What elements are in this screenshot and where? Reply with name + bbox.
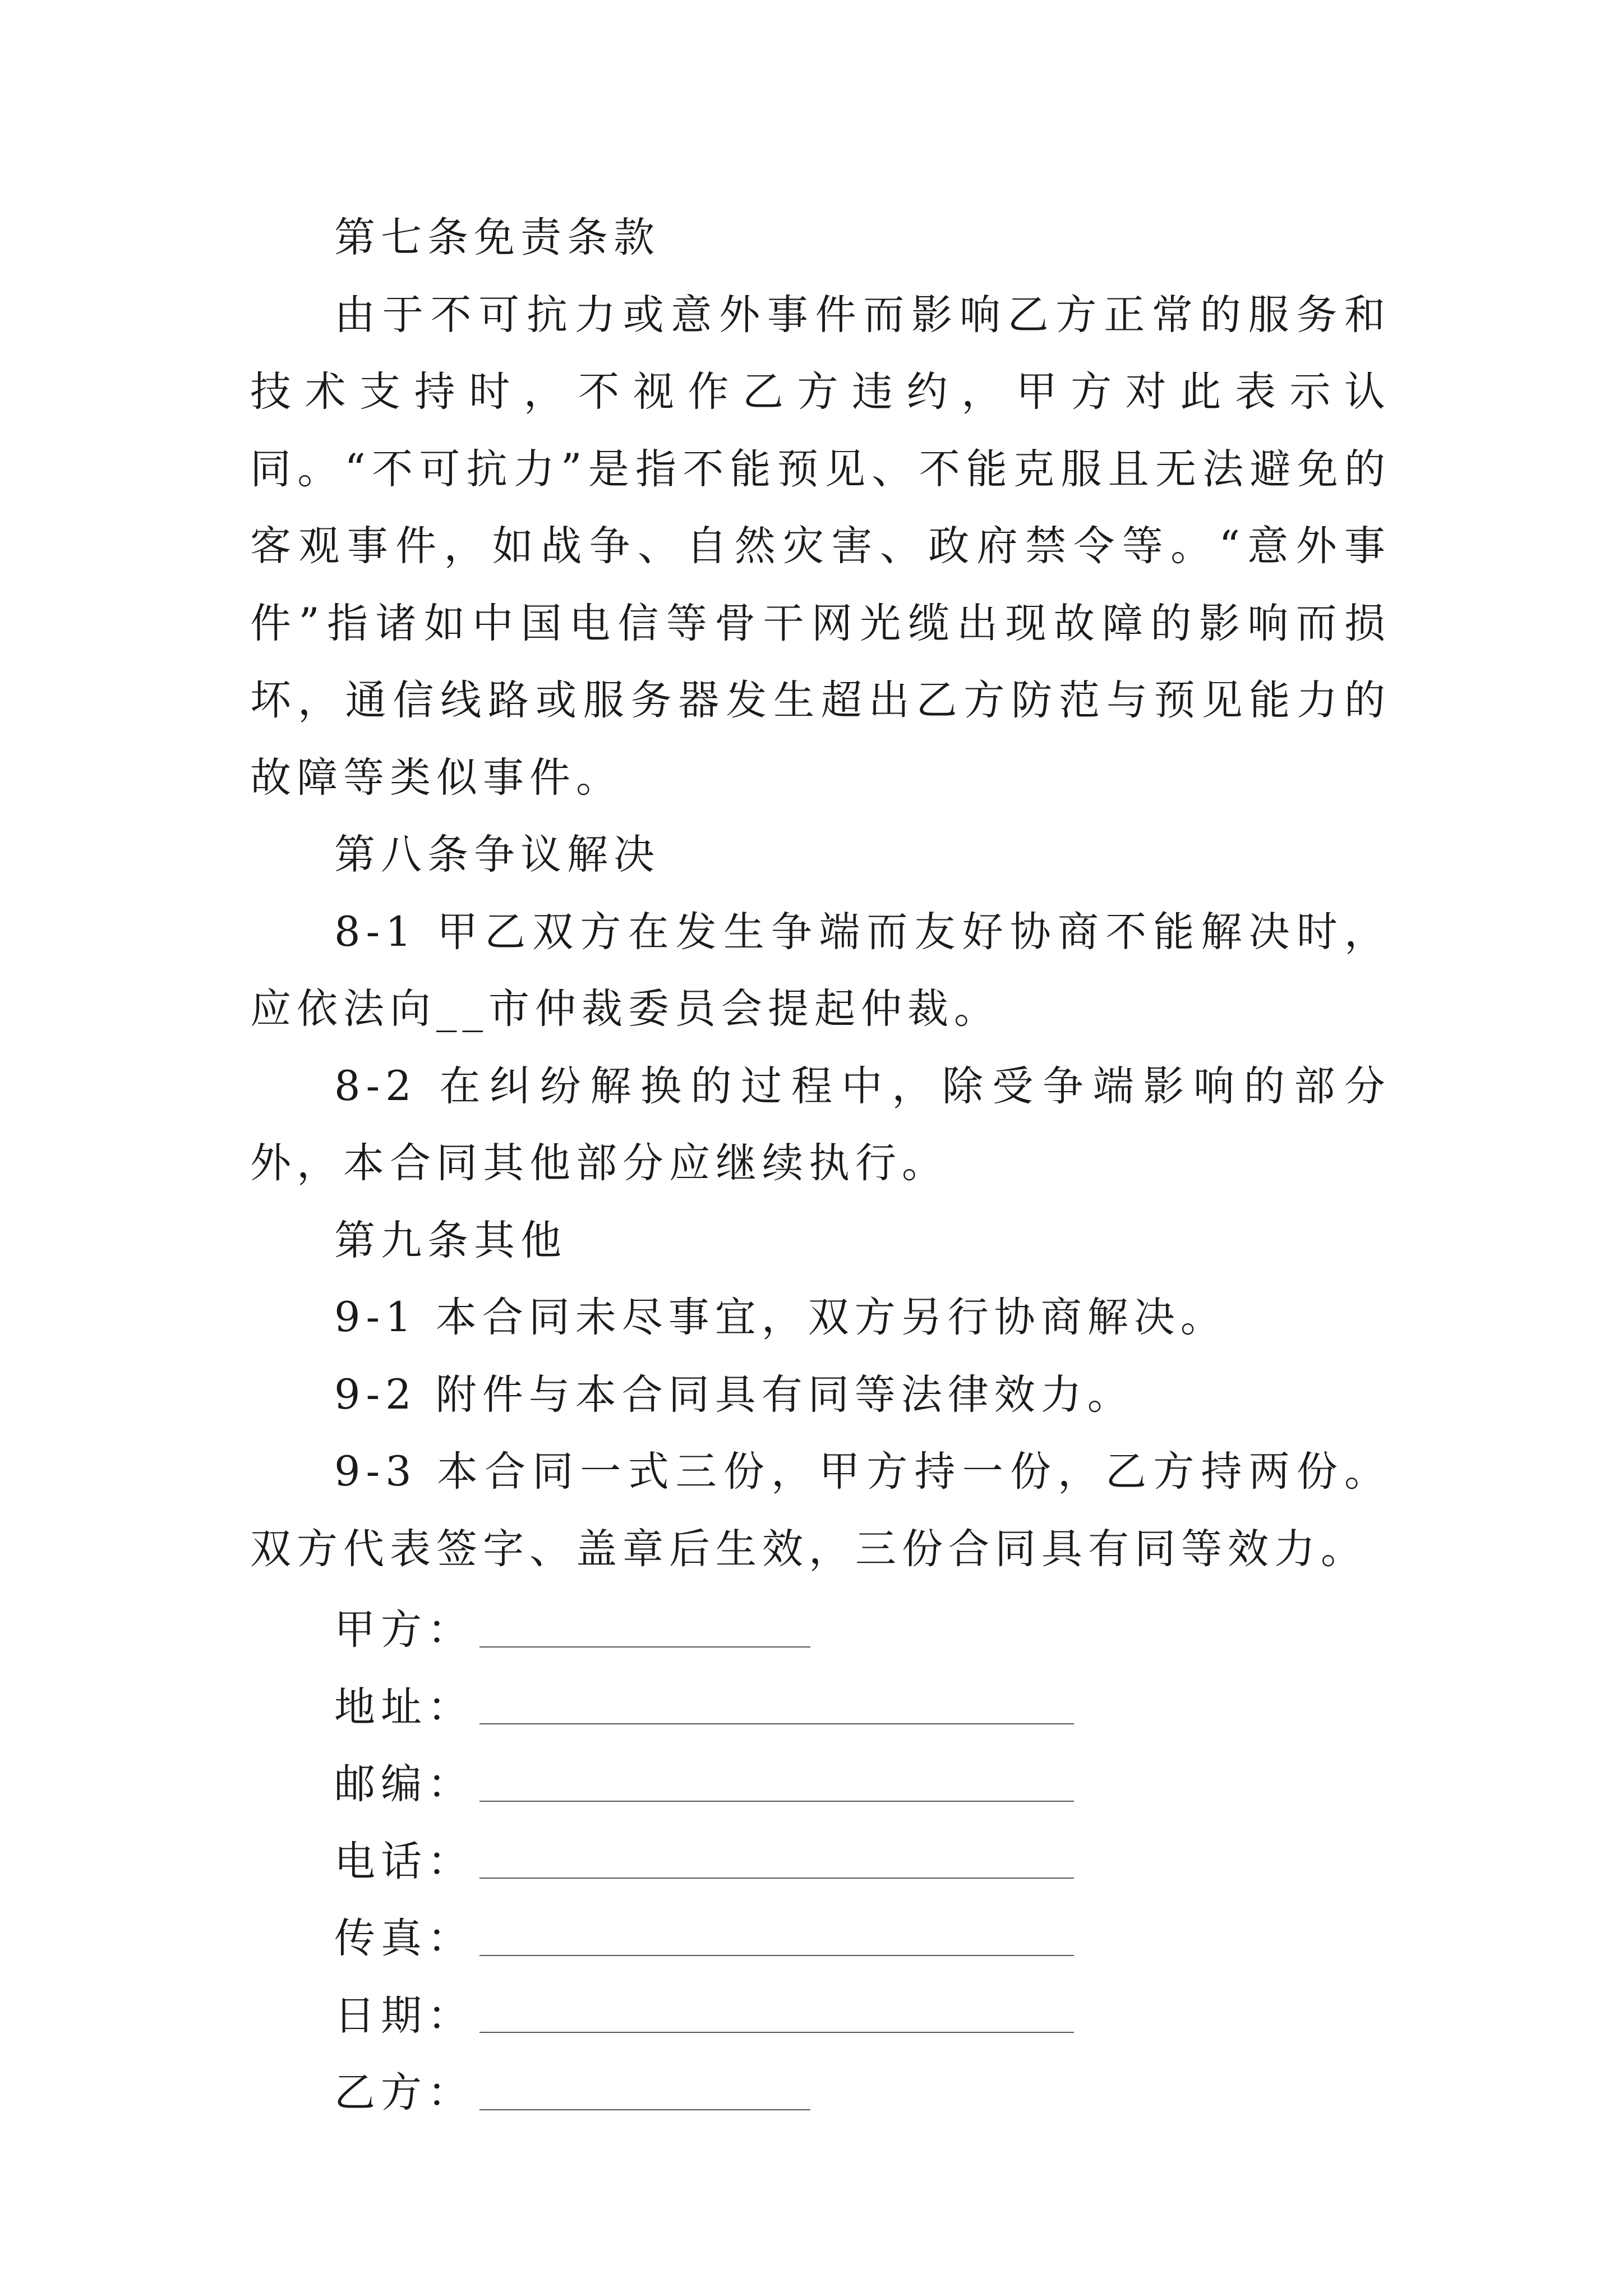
phone-field (250, 1819, 1391, 1897)
section-heading-7: 第七条免责条款 (334, 214, 660, 261)
section-heading-8: 第八条争议解决 (334, 831, 660, 878)
phone-label: 电话： (334, 1837, 474, 1885)
section-8-clause-1: 8-1 甲乙双方在发生争端而友好协商不能解决时，应依法向__市仲裁委员会提起仲裁。 (250, 908, 1391, 1033)
section-8-clause-2: 8-2 在纠纷解换的过程中，除受争端影响的部分外，本合同其他部分应继续执行。 (250, 1062, 1391, 1187)
party-b-field (250, 2050, 1391, 2128)
fax-field (250, 1896, 1391, 1973)
address-blank-line (479, 1688, 1074, 1724)
party-a-blank-line (479, 1612, 810, 1648)
section-7-paragraph-1: 由于不可抗力或意外事件而影响乙方正常的服务和技术支持时，不视作乙方违约，甲方对此表示认同。“不可抗力”是指不能预见、不能克服且无法避免的客观事件，如战争、自然灾害、政府禁令等。“意外事件”指诸如中国电信等骨干网光缆出现故障的影响而损坏，通信线路或服务器发生超出乙方防范与预见能力的故障等类似事件。 (250, 291, 1391, 802)
phone-blank-line (479, 1843, 1074, 1879)
section-9-clause-2: 9-2 附件与本合同具有同等法律效力。 (334, 1370, 1134, 1419)
postcode-blank-line (479, 1766, 1074, 1802)
date-label: 日期： (334, 1991, 474, 2040)
date-blank-line (479, 1997, 1074, 2033)
date-field (250, 1973, 1391, 2051)
address-field (250, 1665, 1391, 1742)
fax-label: 传真： (334, 1915, 474, 1963)
party-b-label: 乙方： (334, 2069, 474, 2117)
fax-blank-line (479, 1920, 1074, 1956)
section-9-clause-3: 9-3 本合同一式三份，甲方持一份，乙方持两份。双方代表签字、盖章后生效，三份合同具有同等效力。 (250, 1448, 1391, 1573)
postcode-label: 邮编： (334, 1760, 474, 1809)
section-9-clause-1: 9-1 本合同未尽事宜，双方另行协商解决。 (334, 1294, 1227, 1341)
section-heading-9: 第九条其他 (334, 1216, 567, 1264)
party-a-field (250, 1588, 1391, 1665)
address-label: 地址： (334, 1683, 474, 1731)
party-a-label: 甲方： (334, 1606, 474, 1654)
postcode-field (250, 1742, 1391, 1819)
contract-body (250, 199, 1391, 2128)
party-b-blank-line (479, 2074, 810, 2110)
